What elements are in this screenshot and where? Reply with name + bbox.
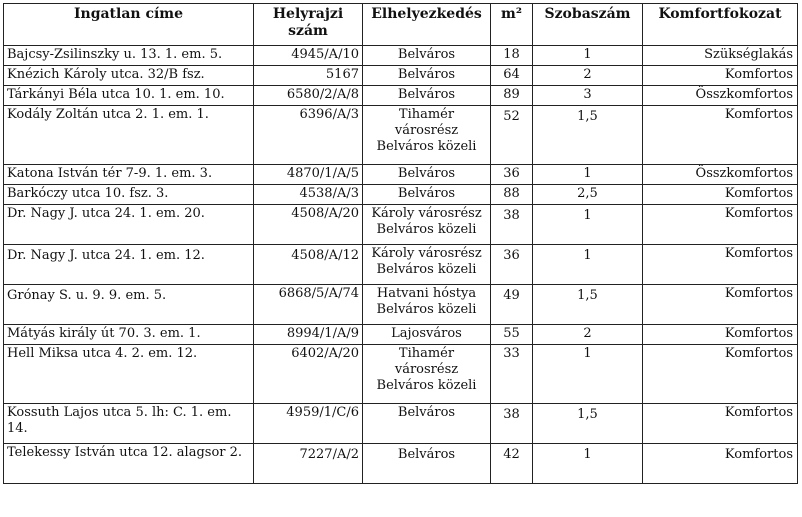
- cell-location: Belváros: [363, 86, 491, 106]
- cell-hrsz: 8994/1/A/9: [254, 325, 363, 345]
- cell-comfort: Komfortos: [643, 106, 798, 165]
- cell-area: 88: [491, 185, 533, 205]
- table-row: [4, 46, 798, 66]
- cell-comfort: Komfortos: [643, 185, 798, 205]
- cell-hrsz: 6868/5/A/74: [254, 285, 363, 325]
- cell-hrsz: 4945/A/10: [254, 46, 363, 66]
- property-table-container: [3, 3, 798, 484]
- table-row: [4, 165, 798, 185]
- table-row: [4, 285, 798, 325]
- cell-name: Telekessy István utca 12. alagsor 2.: [4, 444, 254, 484]
- cell-area: 89: [491, 86, 533, 106]
- table-header-row: [4, 4, 798, 46]
- cell-name: Dr. Nagy J. utca 24. 1. em. 20.: [4, 205, 254, 245]
- cell-name: Barkóczy utca 10. fsz. 3.: [4, 185, 254, 205]
- table-row: [4, 245, 798, 285]
- table-row: [4, 404, 798, 444]
- cell-rooms: 1,5: [533, 106, 643, 165]
- cell-rooms: 1,5: [533, 404, 643, 444]
- cell-location: Belváros: [363, 66, 491, 86]
- header-rooms: Szobaszám: [533, 4, 643, 46]
- table-row: [4, 185, 798, 205]
- cell-location: Károly városrész Belváros közeli: [363, 205, 491, 245]
- cell-hrsz: 4870/1/A/5: [254, 165, 363, 185]
- cell-location: Belváros: [363, 165, 491, 185]
- cell-name: Bajcsy-Zsilinszky u. 13. 1. em. 5.: [4, 46, 254, 66]
- cell-comfort: Komfortos: [643, 285, 798, 325]
- cell-area: 64: [491, 66, 533, 86]
- cell-comfort: Komfortos: [643, 245, 798, 285]
- cell-name: Knézich Károly utca. 32/B fsz.: [4, 66, 254, 86]
- table-row: [4, 325, 798, 345]
- table-row: [4, 444, 798, 484]
- cell-area: 36: [491, 165, 533, 185]
- cell-comfort: Komfortos: [643, 325, 798, 345]
- cell-location: Belváros: [363, 444, 491, 484]
- cell-location: Tihamér városrész Belváros közeli: [363, 106, 491, 165]
- table-row: [4, 205, 798, 245]
- cell-comfort: Komfortos: [643, 345, 798, 404]
- cell-comfort: Komfortos: [643, 404, 798, 444]
- table-row: [4, 345, 798, 404]
- cell-area: 38: [491, 404, 533, 444]
- header-name: Ingatlan címe: [4, 4, 254, 46]
- table-row: [4, 86, 798, 106]
- cell-hrsz: 4508/A/20: [254, 205, 363, 245]
- cell-rooms: 1: [533, 205, 643, 245]
- cell-name: Grónay S. u. 9. 9. em. 5.: [4, 285, 254, 325]
- cell-rooms: 1,5: [533, 285, 643, 325]
- cell-hrsz: 4959/1/C/6: [254, 404, 363, 444]
- cell-rooms: 2: [533, 325, 643, 345]
- cell-name: Mátyás király út 70. 3. em. 1.: [4, 325, 254, 345]
- cell-name: Kodály Zoltán utca 2. 1. em. 1.: [4, 106, 254, 165]
- table-row: [4, 106, 798, 165]
- cell-hrsz: 6580/2/A/8: [254, 86, 363, 106]
- property-table: [3, 3, 798, 484]
- cell-area: 36: [491, 245, 533, 285]
- cell-name: Tárkányi Béla utca 10. 1. em. 10.: [4, 86, 254, 106]
- cell-hrsz: 6402/A/20: [254, 345, 363, 404]
- cell-comfort: Komfortos: [643, 205, 798, 245]
- header-hrsz: Helyrajzi szám: [254, 4, 363, 46]
- cell-rooms: 1: [533, 345, 643, 404]
- header-area: m²: [491, 4, 533, 46]
- cell-location: Hatvani hóstya Belváros közeli: [363, 285, 491, 325]
- cell-area: 42: [491, 444, 533, 484]
- cell-location: Belváros: [363, 404, 491, 444]
- cell-rooms: 2: [533, 66, 643, 86]
- cell-rooms: 1: [533, 46, 643, 66]
- table-row: [4, 66, 798, 86]
- header-location: Elhelyezkedés: [363, 4, 491, 46]
- cell-comfort: Komfortos: [643, 66, 798, 86]
- cell-hrsz: 6396/A/3: [254, 106, 363, 165]
- cell-location: Belváros: [363, 46, 491, 66]
- cell-rooms: 1: [533, 165, 643, 185]
- cell-area: 49: [491, 285, 533, 325]
- cell-name: Dr. Nagy J. utca 24. 1. em. 12.: [4, 245, 254, 285]
- cell-hrsz: 4538/A/3: [254, 185, 363, 205]
- cell-hrsz: 7227/A/2: [254, 444, 363, 484]
- cell-name: Hell Miksa utca 4. 2. em. 12.: [4, 345, 254, 404]
- cell-hrsz: 4508/A/12: [254, 245, 363, 285]
- cell-comfort: Összkomfortos: [643, 165, 798, 185]
- cell-rooms: 1: [533, 245, 643, 285]
- header-comfort: Komfortfokozat: [643, 4, 798, 46]
- cell-comfort: Szükséglakás: [643, 46, 798, 66]
- cell-rooms: 3: [533, 86, 643, 106]
- cell-comfort: Komfortos: [643, 444, 798, 484]
- cell-comfort: Összkomfortos: [643, 86, 798, 106]
- cell-location: Károly városrész Belváros közeli: [363, 245, 491, 285]
- cell-area: 18: [491, 46, 533, 66]
- cell-location: Belváros: [363, 185, 491, 205]
- cell-location: Tihamér városrész Belváros közeli: [363, 345, 491, 404]
- cell-name: Katona István tér 7-9. 1. em. 3.: [4, 165, 254, 185]
- cell-rooms: 2,5: [533, 185, 643, 205]
- cell-hrsz: 5167: [254, 66, 363, 86]
- cell-area: 33: [491, 345, 533, 404]
- cell-name: Kossuth Lajos utca 5. lh: C. 1. em. 14.: [4, 404, 254, 444]
- cell-location: Lajosváros: [363, 325, 491, 345]
- cell-area: 52: [491, 106, 533, 165]
- cell-area: 38: [491, 205, 533, 245]
- cell-rooms: 1: [533, 444, 643, 484]
- cell-area: 55: [491, 325, 533, 345]
